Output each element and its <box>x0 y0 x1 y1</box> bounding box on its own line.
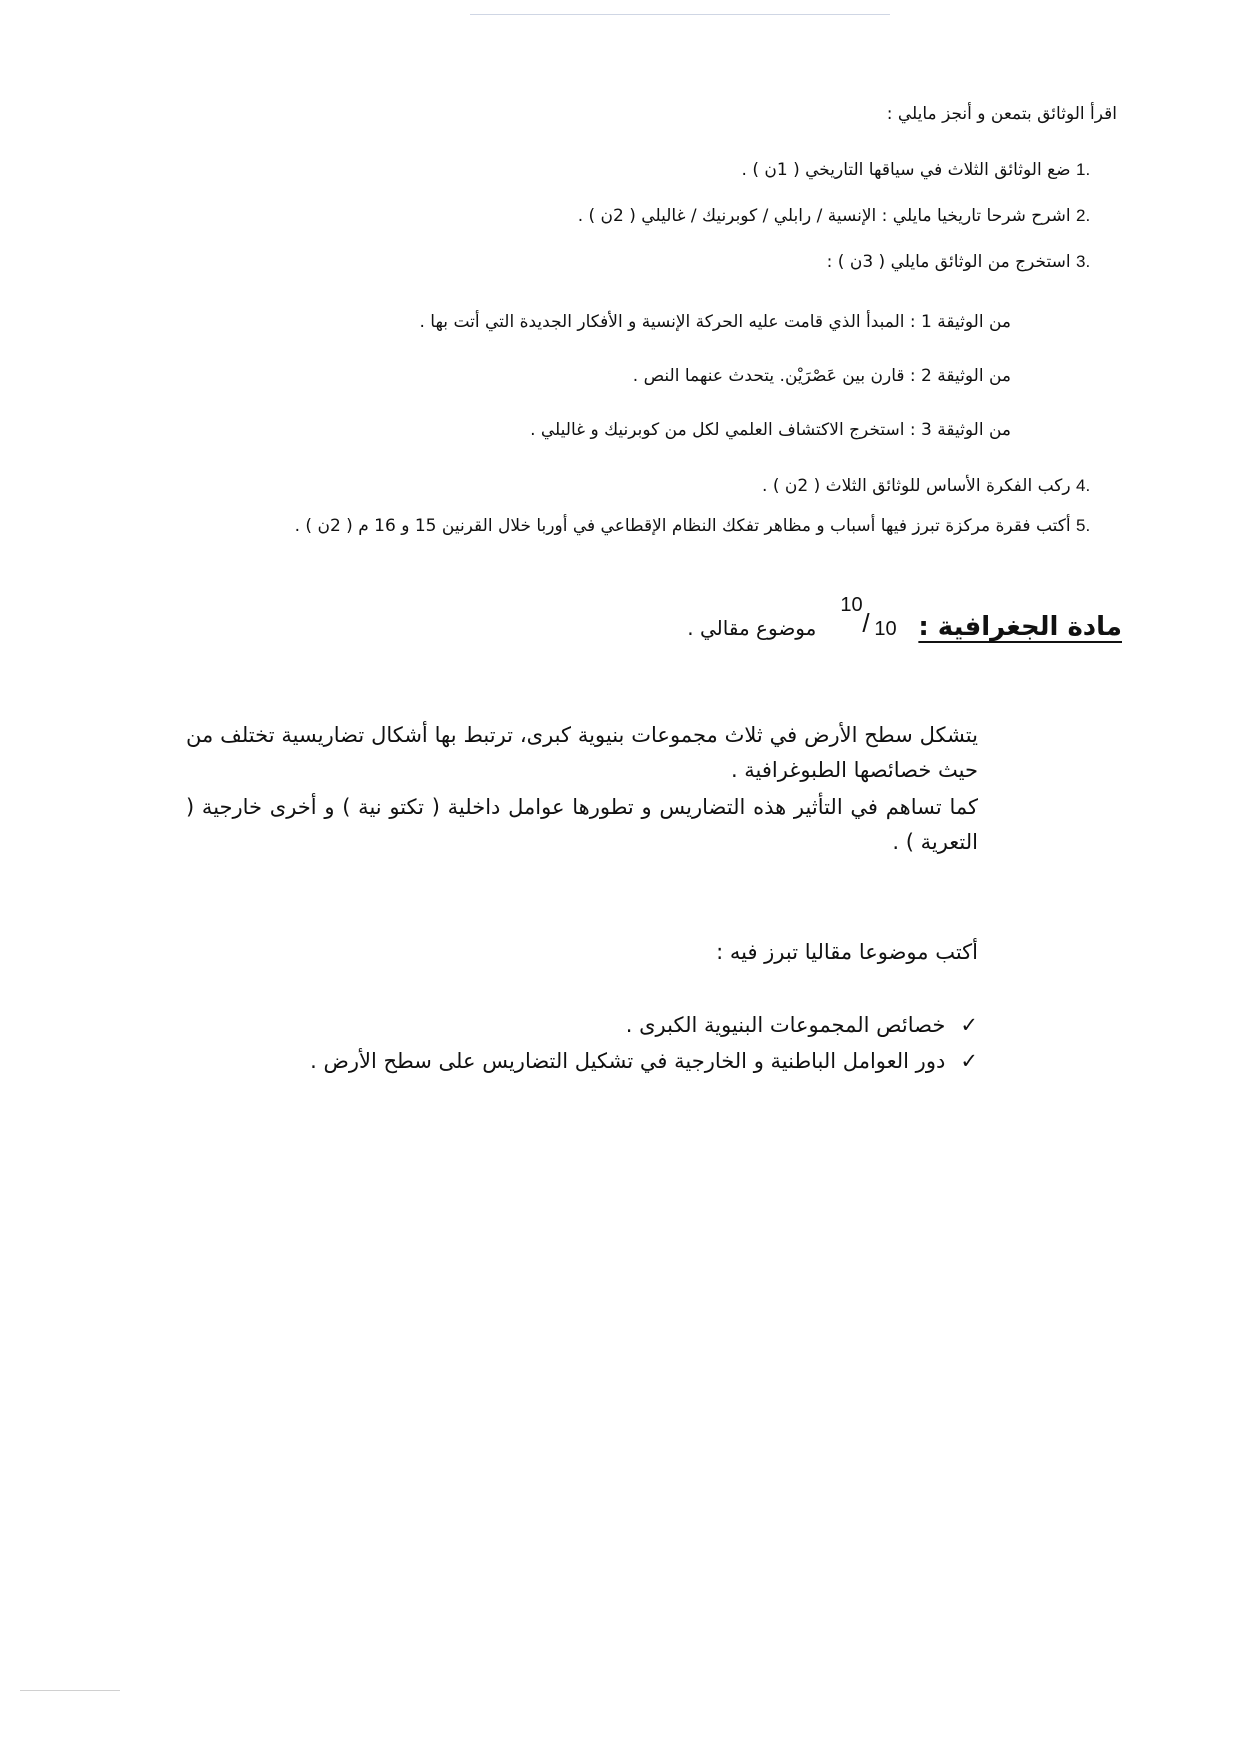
geography-paragraph-1: يتشكل سطح الأرض في ثلاث مجموعات بنيوية كبرى، ترتبط بها أشكال تضاريسية تختلف من حيث خصائصها الطبوغرافية . <box>186 723 978 782</box>
question-1 <box>742 160 1110 180</box>
geography-title: مادة الجغرافية : <box>918 612 1122 642</box>
list-item <box>310 1049 978 1085</box>
geography-task: أكتب موضوعا مقاليا تبرز فيه : <box>716 940 978 964</box>
question-text: أكتب فقرة مركزة تبرز فيها أسباب و مظاهر تفكك النظام الإقطاعي في أوربا خلال القرنين 15 و 16 م ( 2ن ) . <box>294 516 1071 536</box>
geography-points-list <box>310 1013 978 1085</box>
question-4 <box>762 476 1110 496</box>
sub-item-doc-2: من الوثيقة 2 : قارن بين عَصْرَيْن. يتحدث عنهما النص . <box>632 366 1011 386</box>
question-number: 2. <box>1076 206 1091 225</box>
question-number: 3. <box>1076 252 1091 271</box>
question-text: اشرح شرحا تاريخيا مايلي : الإنسية / رابلي / كوبرنيك / غاليلي ( 2ن ) . <box>577 206 1071 226</box>
question-number: 1. <box>1076 160 1091 179</box>
question-3 <box>827 252 1110 272</box>
geography-score <box>834 594 900 642</box>
question-2 <box>578 206 1110 226</box>
geography-topic-kind: موضوع مقالي . <box>687 616 817 640</box>
scan-artifact-line <box>470 14 890 15</box>
check-icon: ✓ <box>960 1013 978 1037</box>
question-text: استخرج من الوثائق مايلي ( 3ن ) : <box>826 252 1071 272</box>
sub-item-doc-3: من الوثيقة 3 : استخرج الاكتشاف العلمي لكل من كوبرنيك و غاليلي . <box>530 420 1011 440</box>
sub-item-doc-1: من الوثيقة 1 : المبدأ الذي قامت عليه الحركة الإنسية و الأفكار الجديدة التي أتت بها . <box>419 312 1011 332</box>
question-5 <box>295 516 1110 536</box>
score-numerator: 10 <box>840 594 863 616</box>
scan-artifact-line <box>20 1690 120 1691</box>
list-item <box>310 1013 978 1049</box>
question-text: ركب الفكرة الأساس للوثائق الثلاث ( 2ن ) . <box>762 476 1071 496</box>
geography-paragraph-2: كما تساهم في التأثير هذه التضاريس و تطورها عوامل داخلية ( تكتو نية ) و أخرى خارجية ( التعرية ) . <box>186 795 978 854</box>
question-text: ضع الوثائق الثلاث في سياقها التاريخي ( 1ن ) . <box>741 160 1071 180</box>
point-text: خصائص المجموعات البنيوية الكبرى . <box>625 1013 946 1037</box>
question-number: 5. <box>1076 516 1091 535</box>
score-slash: / <box>862 608 870 638</box>
point-text: دور العوامل الباطنية و الخارجية في تشكيل التضاريس على سطح الأرض . <box>310 1049 946 1073</box>
score-denominator: 10 <box>874 618 897 640</box>
history-intro: اقرأ الوثائق بتمعن و أنجز مايلي : <box>886 104 1117 124</box>
geography-heading <box>687 594 1122 642</box>
question-number: 4. <box>1076 476 1091 495</box>
check-icon: ✓ <box>960 1049 978 1073</box>
